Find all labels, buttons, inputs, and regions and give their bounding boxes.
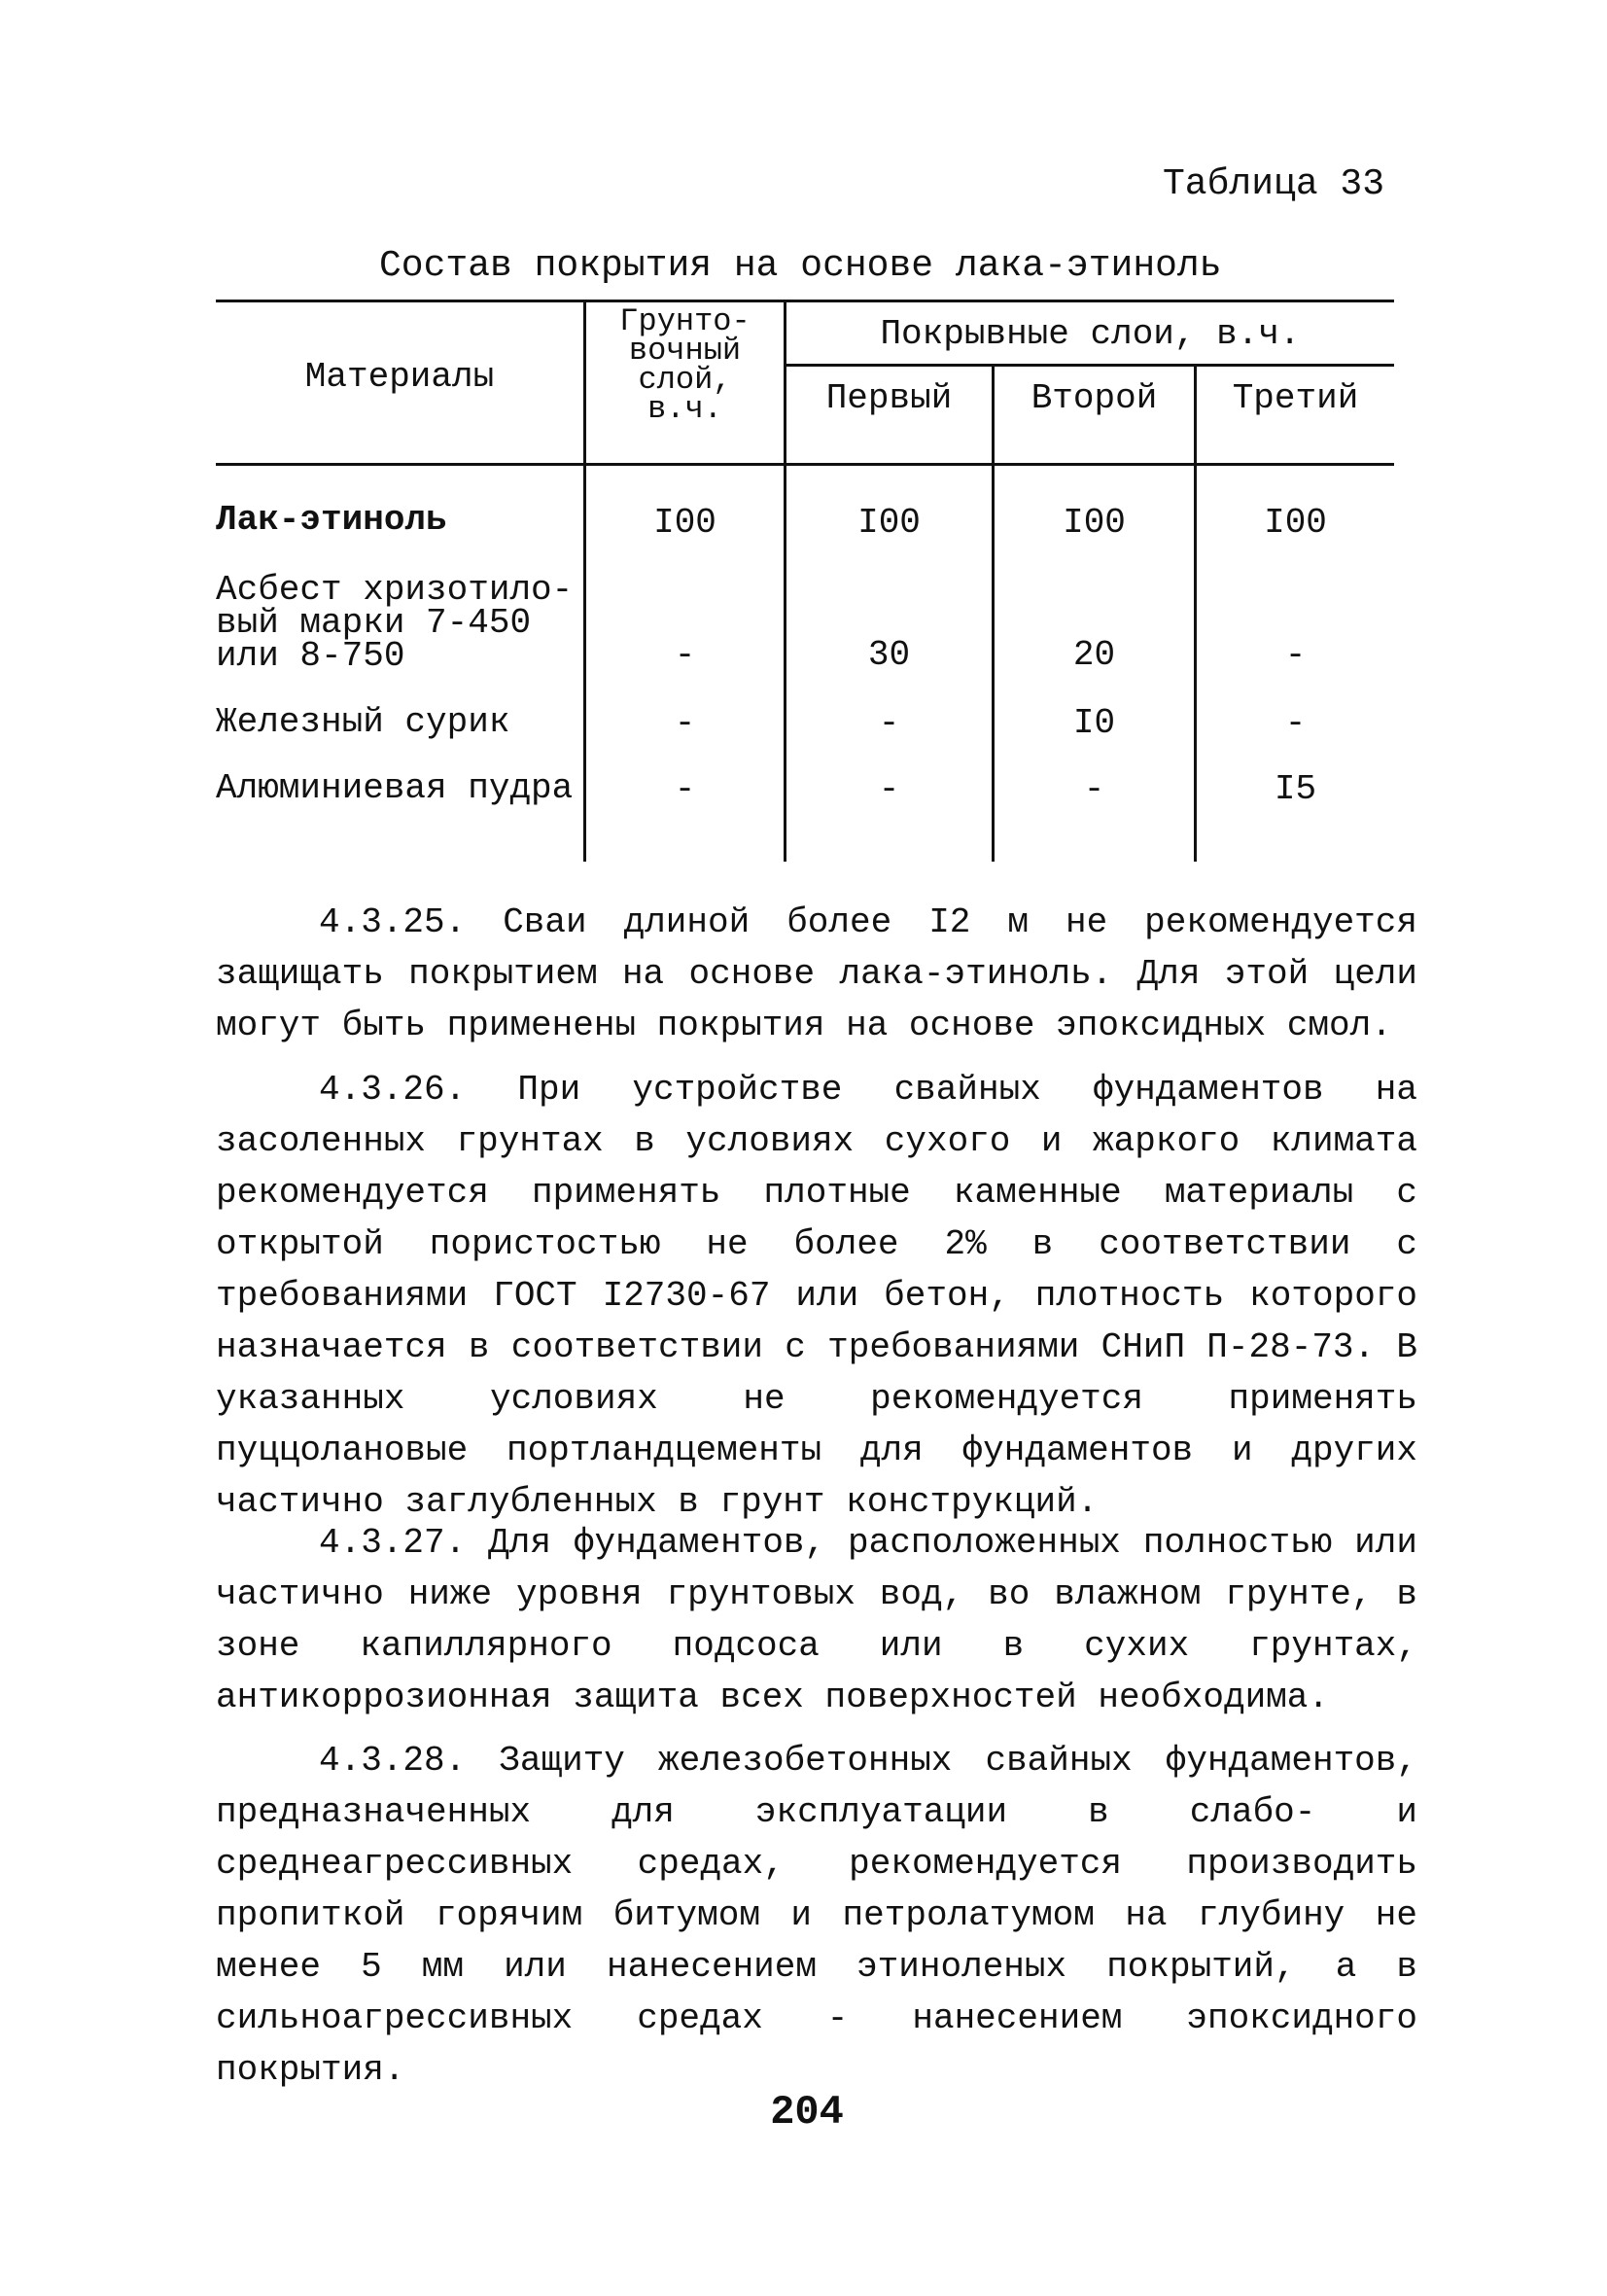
material-name-line: или 8-750 [216,636,405,676]
value-second: - [1083,769,1105,809]
paragraph: 4.3.25. Сваи длиной более I2 м не рекомендуется защищать покрытием на основе лака-этиноль. Для этой цели могут быть применены покрытия на основе эпоксидных смол. [216,902,1417,1045]
value-primer: - [674,635,696,675]
header-materials: Материалы [304,357,495,397]
value-first: - [878,769,900,809]
paragraph: 4.3.27. Для фундаментов, расположенных полностью или частично ниже уровня грунтовых вод, во влажном грунте, в зоне капиллярного подсоса или в сухих грунтах, антикоррозионная защита всех поверхностей необходима. [216,1523,1417,1717]
header-primer-line: слой, [638,362,732,398]
value-third: I00 [1264,503,1327,543]
table-label: Таблица 33 [1163,163,1385,205]
header-primer [586,303,784,427]
table-title: Состав покрытия на основе лака-этиноль [379,245,1222,287]
value-primer: - [674,769,696,809]
value-first: - [878,703,900,743]
material-name: Лак-этиноль [216,500,447,540]
material-name: Алюминиевая пудра [216,768,574,808]
value-second: 20 [1072,635,1116,675]
paragraph: 4.3.28. Защиту железобетонных свайных фундаментов, предназначенных для эксплуатации в слабо- и среднеагрессивных средах, рекомендуется производить пропиткой горячим битумом и петролатумом на глубину не менее 5 мм или нанесением этиноленых покрытий, а в сильноагрессивных средах - нанесением эпоксидного покрытия. [216,1741,1417,2090]
value-primer: I00 [653,503,716,543]
header-primer-line: в.ч. [647,391,722,427]
header-second: Второй [1031,378,1158,418]
material-name: Железный сурик [216,702,510,742]
value-second: I0 [1072,703,1116,743]
header-coating-group: Покрывные слои, в.ч. [880,314,1301,354]
page-number: 204 [770,2089,844,2136]
coating-group-rule [784,364,1394,367]
header-primer-line: вочный [628,333,742,369]
header-primer-line: Грунто- [619,303,751,339]
value-third: - [1284,635,1307,675]
material-name-line: Асбест хризотило- [216,570,574,610]
value-first: 30 [867,635,911,675]
value-third: I5 [1274,769,1317,809]
composition-table [216,298,1394,862]
value-third: - [1284,703,1307,743]
header-bottom-rule [216,463,1394,466]
material-name [216,570,574,676]
header-first: Первый [825,378,953,418]
header-third: Третий [1232,378,1359,418]
value-second: I00 [1063,503,1126,543]
material-name-line: вый марки 7-450 [216,603,532,643]
table-top-rule [216,300,1394,302]
value-first: I00 [857,503,921,543]
value-primer: - [674,703,696,743]
paragraph: 4.3.26. При устройстве свайных фундаментов на засоленных грунтах в условиях сухого и жаркого климата рекомендуется применять плотные каменные материалы с открытой пористостью не более 2% в соответствии с требованиями ГОСТ I2730-67 или бетон, плотность которого назначается в соответствии с требованиями СНиП П-28-73. В указанных условиях не рекомендуется применять пуццолановые портландцементы для фундаментов и других частично заглубленных в грунт конструкций. [216,1070,1417,1522]
